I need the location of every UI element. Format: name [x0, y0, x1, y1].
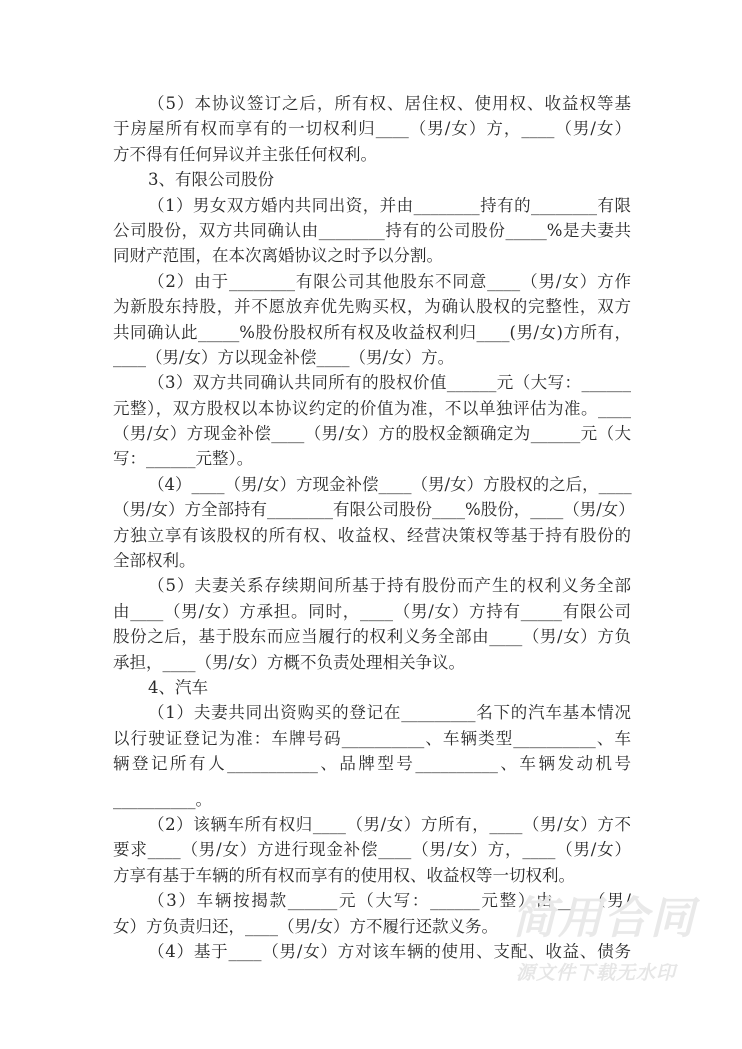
text-line: 方不得有任何异议并主张任何权利。	[113, 144, 377, 164]
text-line: 女）方负责归还，____（男/女）方不履行还款义务。	[113, 916, 499, 936]
text-line: （1）男女双方婚内共同出资，并由________持有的________有限	[148, 195, 631, 215]
text-line: 同财产范围，在本次离婚协议之时予以分割。	[113, 246, 443, 266]
text-line: （1）夫妻共同出资购买的登记在_________名下的汽车基本情况	[148, 703, 631, 723]
text-line: 辆登记所有人___________、品牌型号__________、车辆发动机号	[113, 754, 631, 774]
watermark-brand: 简用合同	[512, 893, 696, 944]
text-line: （5）夫妻关系存续期间所基于持有股份而产生的权利义务全部	[148, 576, 631, 596]
text-line: （2）该辆车所有权归____（男/女）方所有，____（男/女）方不	[148, 814, 631, 834]
text-line: （男/女）方全部持有________有限公司股份____%股份，____（男/女）	[113, 500, 635, 520]
text-line: 要求____（男/女）方进行现金补偿____（男/女）方，____（男/女）	[113, 840, 631, 860]
text-line: 为新股东持股，并不愿放弃优先购买权，为确认股权的完整性，双方	[113, 297, 631, 317]
watermark-note: 源文件下载无水印	[516, 962, 677, 984]
text-line: （男/女）方现金补偿____（男/女）方的股权金额确定为______元（大	[113, 424, 631, 444]
text-line: （4）____（男/女）方现金补偿____（男/女）方股权的之后，____	[148, 474, 632, 494]
text-line: 方享有基于车辆的所有权而享有的使用权、收益权等一切权利。	[113, 865, 575, 885]
text-line: 股份之后，基于股东而应当履行的权利义务全部由____（男/女）方负	[113, 627, 631, 647]
document-body	[113, 91, 635, 964]
text-line: 共同确认此_____%股份股权所有权及收益权利归____(男/女)方所有，	[113, 322, 631, 342]
text-line: 于房屋所有权而享有的一切权利归____（男/女）方，____（男/女）	[113, 119, 631, 139]
section-heading: 4、汽车	[148, 677, 208, 697]
text-line: 以行驶证登记为准：车牌号码__________、车辆类型__________、车	[113, 728, 631, 748]
text-line: 写：______元整）。	[113, 449, 254, 469]
text-line: 全部权利。	[113, 551, 196, 571]
text-line: 公司股份，双方共同确认由________持有的公司股份_____%是夫妻共	[113, 220, 631, 240]
text-line: （2）由于________有限公司其他股东不同意____（男/女）方作	[148, 271, 631, 291]
text-line: 由____（男/女）方承担。同时，____（男/女）方持有_____有限公司	[113, 601, 631, 621]
text-line: ____（男/女）方以现金补偿____（男/女）方。	[113, 347, 455, 367]
text-line: （3）双方共同确认共同所有的股权价值______元（大写：______	[148, 373, 631, 393]
text-line: （5）本协议签订之后，所有权、居住权、使用权、收益权等基	[148, 94, 631, 113]
text-line: （3）车辆按揭款______元（大写：______元整）由____（男/	[148, 891, 631, 911]
text-line: （4）基于____（男/女）方对该车辆的使用、支配、收益、债务	[148, 941, 631, 961]
section-heading: 3、有限公司股份	[148, 170, 274, 190]
text-line: 方独立享有该股权的所有权、收益权、经营决策权等基于持有股份的	[113, 525, 631, 545]
text-line: __________。	[113, 789, 212, 809]
text-line: 承担，____（男/女）方概不负责处理相关争议。	[113, 652, 466, 672]
text-line: 元整），双方股权以本协议约定的价值为准，不以单独评估为准。____	[113, 398, 631, 418]
